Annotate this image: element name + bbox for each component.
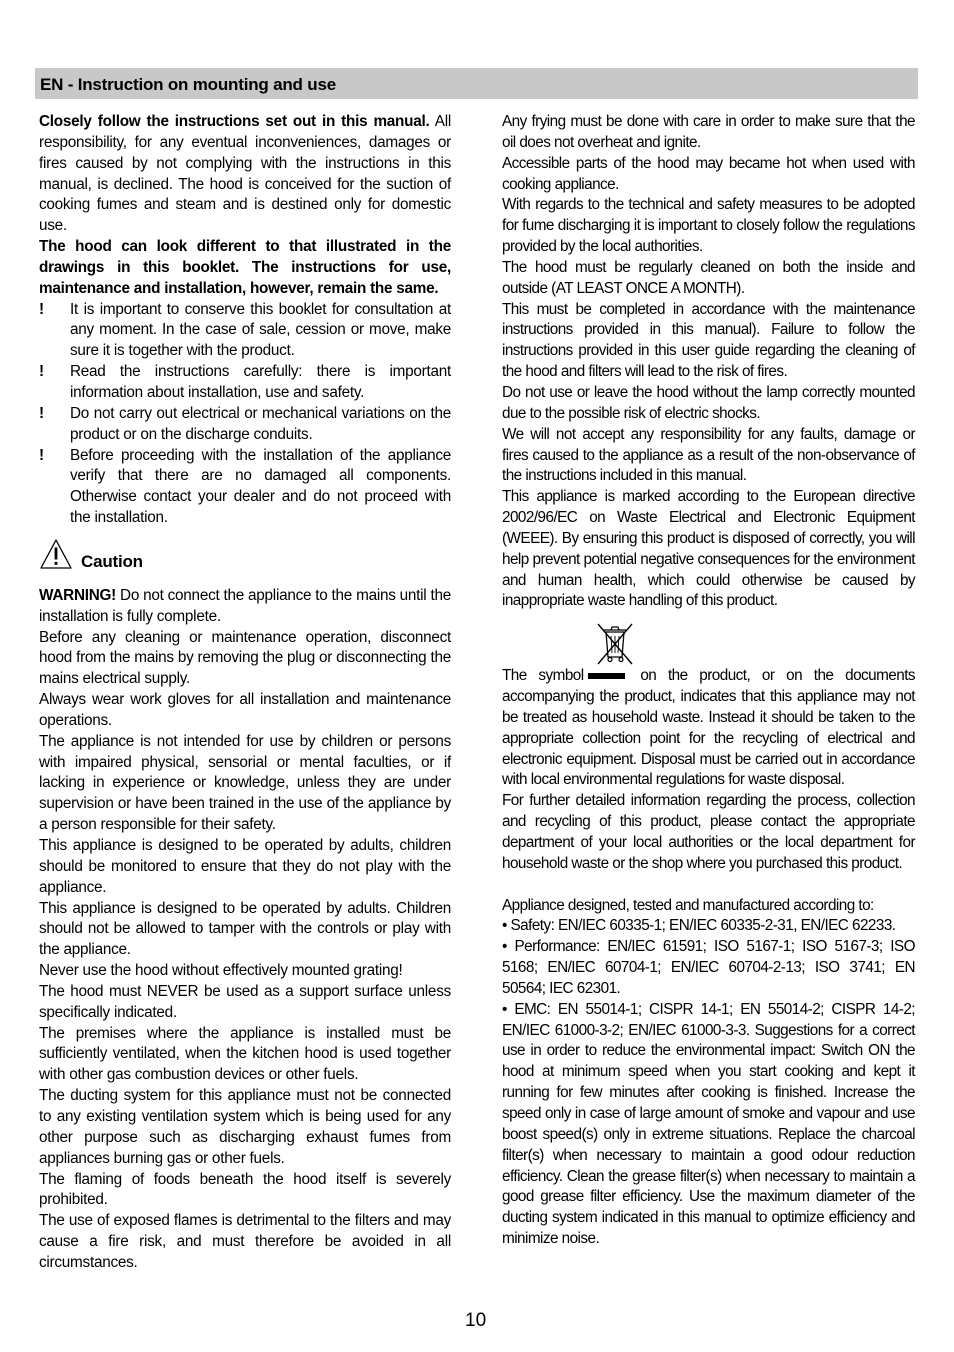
bullet-item (39, 404, 451, 446)
symbol-bar-icon (588, 673, 625, 679)
standards-item: • Performance: EN/IEC 61591; ISO 5167-1; ISO 5167-3; ISO 5168; EN/IEC 60704-1; EN/IEC 60704-2-13; ISO 3741; EN 50564; IEC 62301. (502, 938, 915, 997)
bullet-item (39, 446, 451, 529)
symbol-paragraph (502, 666, 915, 791)
left-column (39, 112, 451, 1274)
bullet-item (39, 300, 451, 363)
bullet-mark: ! (39, 363, 44, 381)
info-paragraph: We will not accept any responsibility for any faults, damage or fires caused to the appliance as a result of the non-observance of the instructions included in this manual. (502, 425, 915, 485)
standards-item: • EMC: EN 55014-1; CISPR 14-1; EN 55014-2; CISPR 14-2; EN/IEC 61000-3-2; EN/IEC 61000-3-3. Suggestions for a correct use in order to reduce the environmental impact: Switch ON the hood at minimum speed when you start cooking and kept it running for few minutes after cooking is finished. Increase the speed only in case of large amount of smoke and vapour and use boost speed(s) only in extreme situations. Replace the charcoal filter(s) when necessary to maintain a good odour reduction efficiency. Clean the grease filter(s) when necessary to maintain a good grease filter efficiency. Use the maximum diameter of the ducting system indicated in this manual to optimize efficiency and minimize noise. (502, 1000, 915, 1248)
intro-paragraph (39, 112, 451, 237)
symbol-text-after: on the product, or on the documents accompanying the product, indicates that this appliance may not be treated as household waste. Instead it should be taken to the appropriate collection point for the recycling of electrical and electronic equipment. Disposal must be carried out in accordance with local environmental regulations for waste disposal. (502, 667, 915, 789)
warning-triangle-icon (39, 538, 73, 570)
bullet-mark: ! (39, 446, 44, 464)
safety-paragraph: Never use the hood without effectively mounted grating! (39, 962, 403, 980)
safety-paragraph: This appliance is designed to be operated by adults. Children should not be allowed to tamper with the controls or play with the appliance. (39, 899, 451, 959)
bullet-text: Read the instructions carefully: there is important information about installation, use and safety. (70, 363, 451, 401)
standards-item: • Safety: EN/IEC 60335-1; EN/IEC 60335-2-31, EN/IEC 62233. (502, 917, 896, 935)
bullet-item (39, 362, 451, 404)
paragraph-spacer (502, 875, 915, 896)
info-paragraph: This must be completed in accordance with the maintenance instructions provided in this manual). Failure to follow the instructions provided in this user guide regarding the cleaning of the hood and filters will lead to the risk of fires. (502, 300, 915, 381)
safety-paragraph: The use of exposed flames is detrimental to the filters and may cause a fire risk, and must therefore be avoided in all circumstances. (39, 1212, 451, 1271)
further-info-paragraph: For further detailed information regarding the process, collection and recycling of this product, please contact the appropriate department of your local authorities or the local department for household waste or the shop where you purchased this product. (502, 792, 915, 872)
safety-paragraph: This appliance is designed to be operated by adults, children should be monitored to ensure that they do not play with the appliance. (39, 837, 451, 896)
bullet-mark: ! (39, 300, 44, 318)
safety-paragraph: Before any cleaning or maintenance operation, disconnect hood from the mains by removing the plug or disconnecting the mains electrical supply. (39, 628, 451, 688)
weee-paragraph: This appliance is marked according to the European directive 2002/96/EC on Waste Electrical and Electronic Equipment (WEEE). By ensuring this product is disposed of correctly, you will help prevent potential negative consequences for the environment and human health, which could otherwise be caused by inappropriate waste handling of this product. (502, 488, 915, 610)
bullet-text: Do not carry out electrical or mechanical variations on the product or on the discharge conduits. (70, 404, 451, 443)
bullet-text: It is important to conserve this booklet for consultation at any moment. In the case of sale, cession or move, make sure it is together with the product. (70, 300, 451, 360)
intro-rest: All responsibility, for any eventual inconveniences, damages or fires caused by not complying with the instructions in this manual, is declined. The hood is conceived for the suction of cooking fumes and steam and is destined only for domestic use. (39, 113, 452, 235)
safety-paragraph: The ducting system for this appliance must not be connected to any existing ventilation system which is being used for any other purpose such as discharging exhaust fumes from appliances burning gas or other fuels. (39, 1087, 451, 1167)
info-paragraph: Accessible parts of the hood may became hot when used with cooking appliance. (502, 154, 915, 193)
section-title: EN - Instruction on mounting and use (40, 75, 336, 94)
safety-paragraph: The flaming of foods beneath the hood itself is severely prohibited. (39, 1170, 451, 1209)
weee-symbol-block (502, 620, 915, 666)
info-paragraph: With regards to the technical and safety measures to be adopted for fume discharging it is important to closely follow the regulations provided by the local authorities. (502, 196, 915, 256)
bullet-text: Before proceeding with the installation of the appliance verify that there are no damaged all components. Otherwise contact your dealer and do not proceed with the installation. (70, 446, 451, 527)
notice-paragraph: The hood can look different to that illustrated in the drawings in this booklet. The instructions for use, maintenance and installation, however, remain the same. (39, 238, 451, 297)
warning-text: Do not connect the appliance to the mains until the installation is fully complete. (39, 586, 451, 625)
right-column (502, 112, 915, 1250)
crossed-out-wheelie-bin-icon (592, 620, 638, 666)
caution-heading (39, 538, 451, 586)
warning-label: WARNING! (39, 586, 117, 604)
info-paragraph: Do not use or leave the hood without the lamp correctly mounted due to the possible risk of electric shocks. (502, 383, 915, 422)
safety-paragraph: The appliance is not intended for use by children or persons with impaired physical, sensorial or mental faculties, or if lacking in experience or knowledge, unless they are under supervision or have been trained in the use of the appliance by a person responsible for their safety. (39, 732, 451, 834)
safety-paragraph: The hood must NEVER be used as a support surface unless specifically indicated. (39, 982, 451, 1021)
info-paragraph: Any frying must be done with care in order to make sure that the oil does not overheat and ignite. (502, 113, 915, 151)
info-paragraph: The hood must be regularly cleaned on both the inside and outside (AT LEAST ONCE A MONTH). (502, 258, 915, 297)
intro-bold: Closely follow the instructions set out in this manual. (39, 113, 430, 130)
section-header (35, 68, 918, 99)
bullet-mark: ! (39, 404, 44, 422)
warning-paragraph (39, 586, 451, 628)
safety-paragraph: The premises where the appliance is installed must be sufficiently ventilated, when the kitchen hood is used together with other gas combustion devices or other fuels. (39, 1024, 451, 1084)
standards-intro: Appliance designed, tested and manufactured according to: (502, 896, 874, 914)
page-number: 10 (465, 1310, 487, 1331)
caution-title: Caution (81, 551, 143, 571)
symbol-text-before: The symbol (502, 667, 584, 685)
safety-paragraph: Always wear work gloves for all installation and maintenance operations. (39, 691, 451, 729)
